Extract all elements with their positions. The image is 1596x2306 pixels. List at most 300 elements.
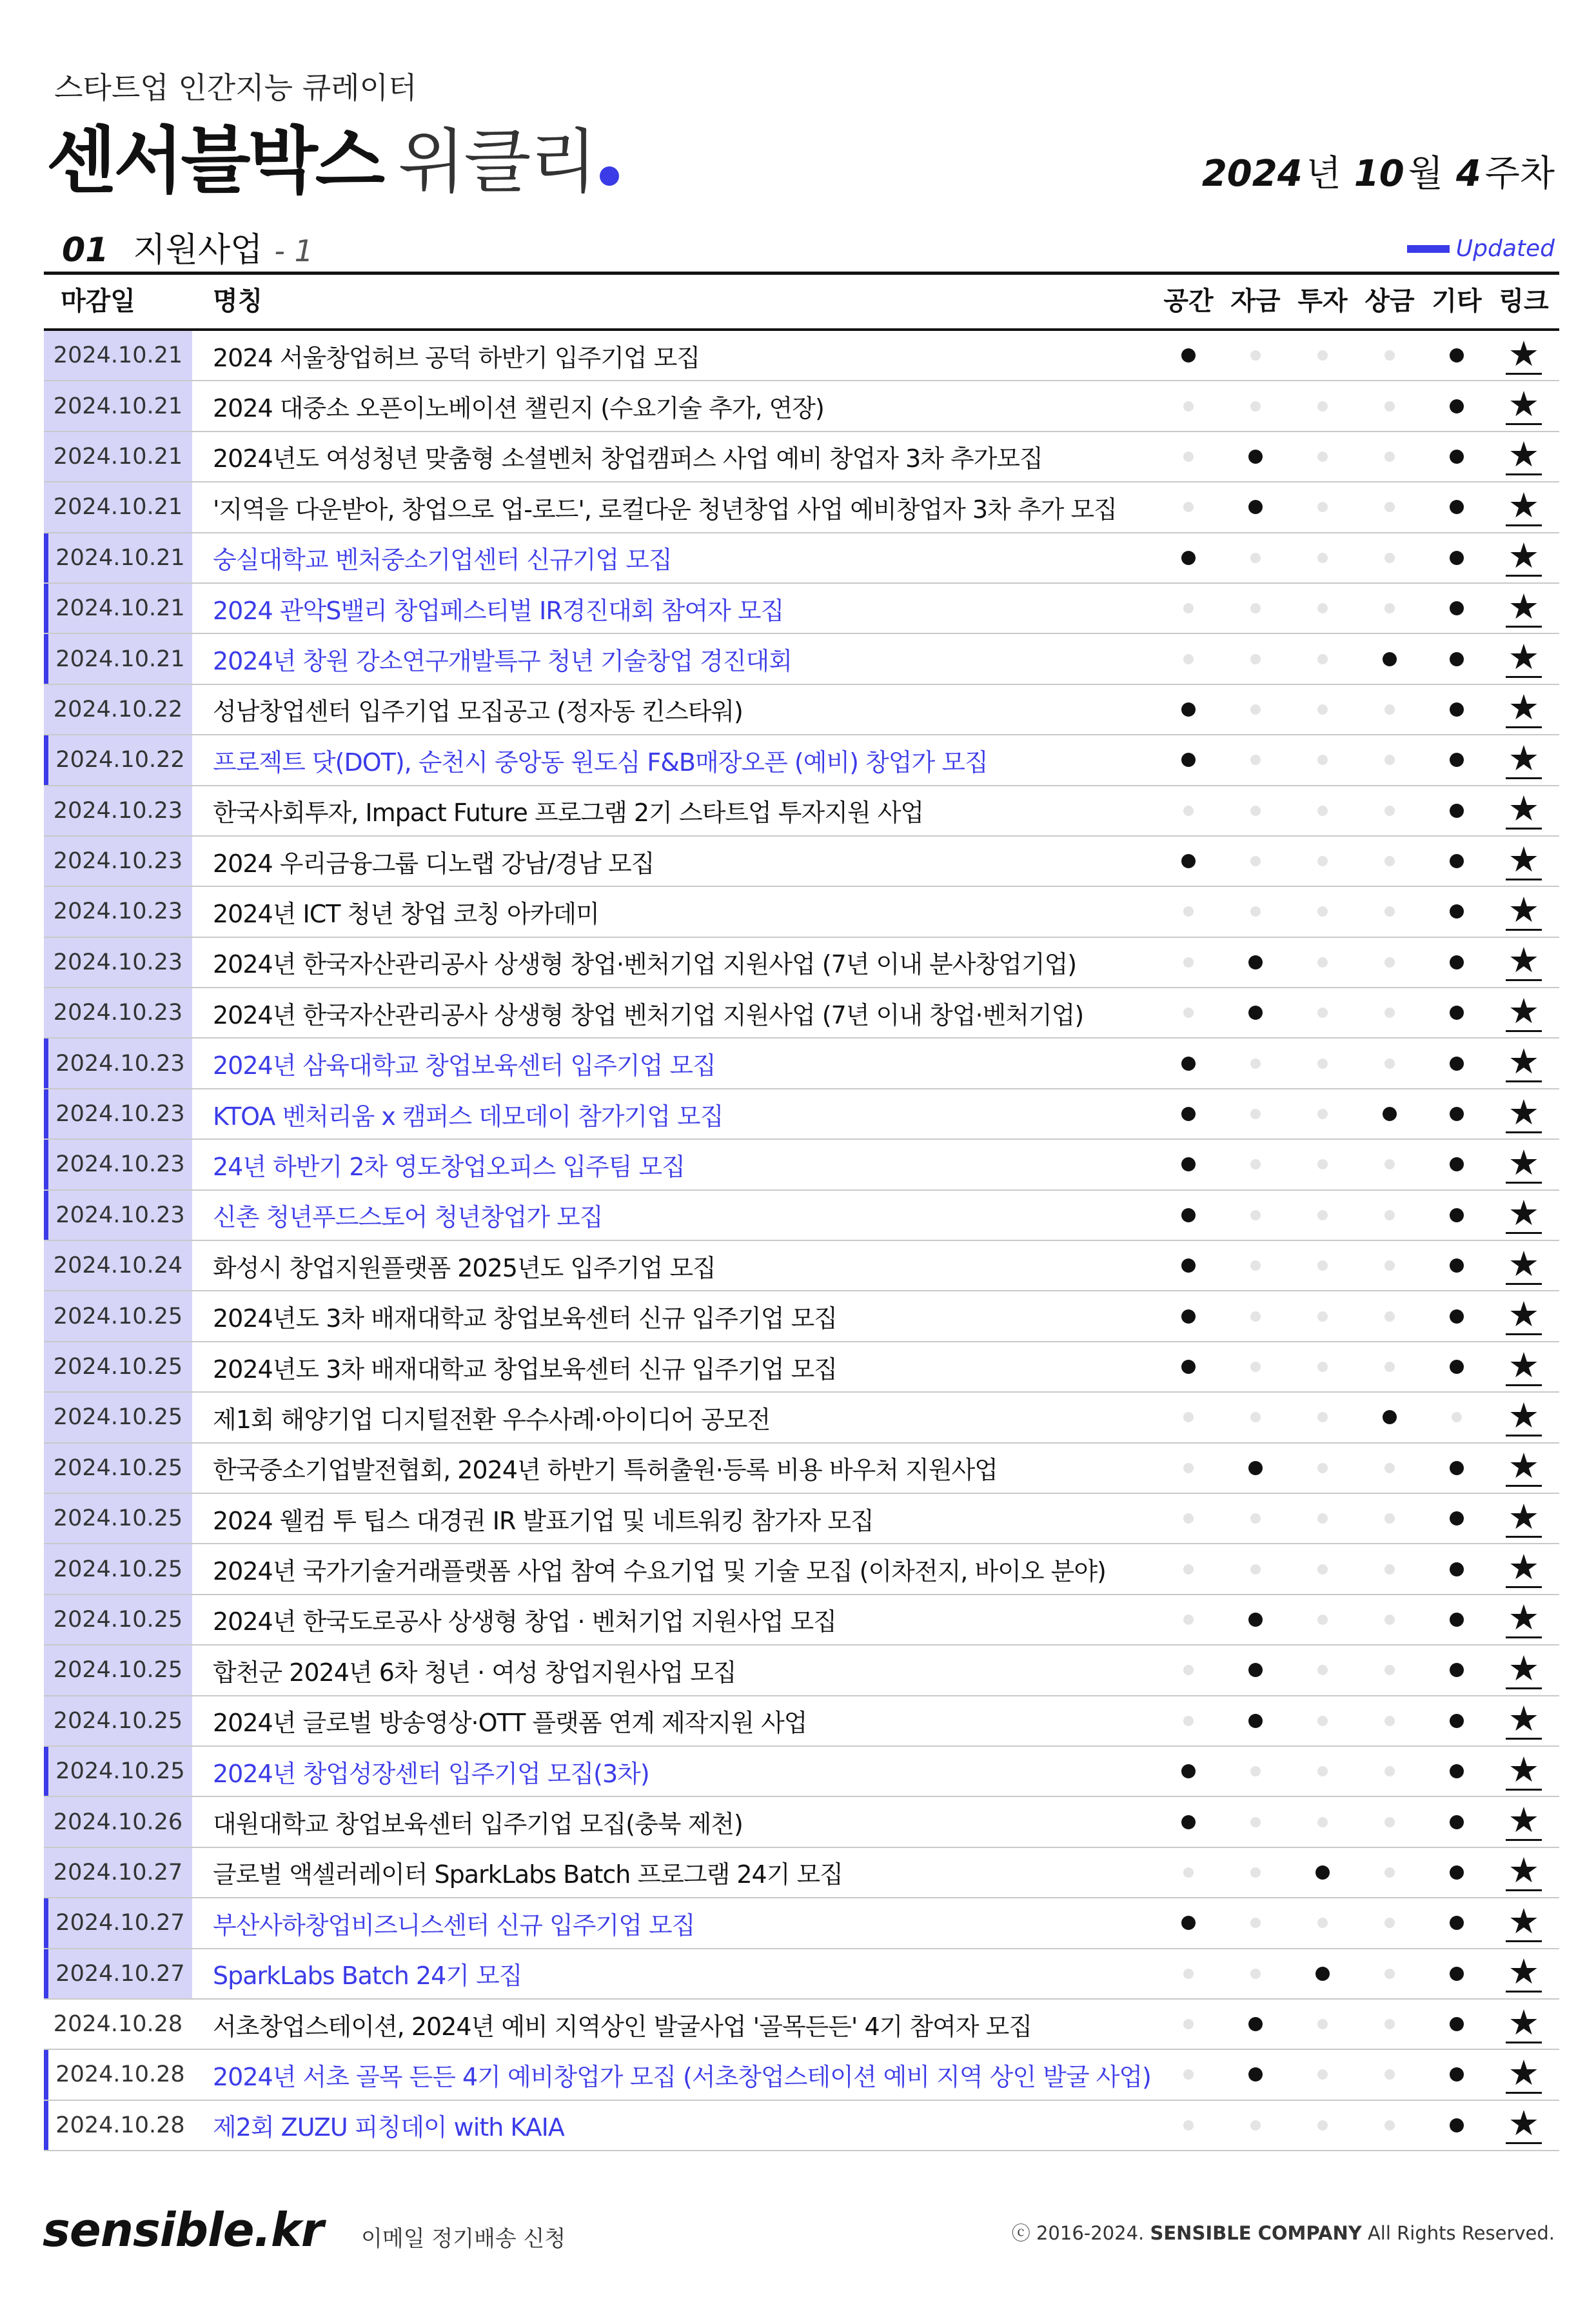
table-row (44, 1696, 1559, 1747)
filled-dot-icon (1450, 1461, 1464, 1475)
invest-mark (1297, 735, 1348, 784)
col-invest: 투자 (1297, 286, 1348, 316)
link-button[interactable] (1498, 1089, 1550, 1138)
space-mark (1163, 2101, 1214, 2150)
etc-mark (1431, 2050, 1483, 2099)
deadline-date: 2024.10.28 (44, 2101, 192, 2150)
link-button[interactable] (1498, 1645, 1550, 1695)
link-button[interactable] (1498, 1797, 1550, 1846)
space-mark (1163, 1140, 1214, 1189)
space-mark (1163, 634, 1214, 683)
star-icon[interactable]: ★ (1506, 791, 1542, 830)
empty-dot-icon (1183, 906, 1194, 917)
fund-mark (1230, 1747, 1281, 1796)
space-mark (1163, 1039, 1214, 1088)
program-name: 제1회 해양기업 디지털전환 우수사례·아이디어 공모전 (213, 1405, 771, 1434)
program-name: 2024 웰컴 투 팁스 대경권 IR 발표기업 및 네트워킹 참가자 모집 (213, 1506, 874, 1535)
filled-dot-icon (1450, 601, 1464, 615)
issue-week: 4 (1455, 153, 1481, 195)
table-body (44, 331, 1559, 2151)
empty-dot-icon (1250, 1766, 1261, 1776)
empty-dot-icon (1452, 1412, 1462, 1422)
star-icon[interactable]: ★ (1506, 488, 1542, 526)
filled-dot-icon (1248, 1613, 1263, 1627)
filled-dot-icon (1181, 1107, 1196, 1121)
empty-dot-icon (1384, 755, 1395, 765)
filled-dot-icon (1248, 2067, 1263, 2082)
etc-mark (1431, 1089, 1483, 1138)
filled-dot-icon (1450, 1057, 1464, 1071)
updated-bar-icon (1407, 245, 1450, 253)
program-name: 2024 관악S밸리 창업페스티벌 IR경진대회 참여자 모집 (213, 596, 784, 625)
program-name: 한국사회투자, Impact Future 프로그램 2기 스타트업 투자지원 사업 (213, 799, 924, 828)
fund-mark (1230, 381, 1281, 430)
prize-mark (1364, 938, 1415, 987)
empty-dot-icon (1183, 654, 1194, 664)
empty-dot-icon (1250, 806, 1261, 816)
deadline-date: 2024.10.23 (44, 988, 192, 1037)
section-name: 지원사업 (133, 231, 263, 270)
invest-mark (1297, 1039, 1348, 1088)
star-icon[interactable]: ★ (1506, 337, 1542, 375)
filled-dot-icon (1450, 551, 1464, 565)
fund-mark (1230, 634, 1281, 683)
prize-mark (1364, 988, 1415, 1037)
section-number: 01 (62, 231, 109, 270)
prize-mark (1364, 1595, 1415, 1644)
link-button[interactable] (1498, 1191, 1550, 1240)
link-button[interactable] (1498, 1544, 1550, 1593)
link-button[interactable] (1498, 1291, 1550, 1340)
link-button[interactable] (1498, 2000, 1550, 2049)
deadline-date: 2024.10.26 (44, 1797, 192, 1846)
star-icon[interactable]: ★ (1506, 1146, 1542, 1184)
program-name: SparkLabs Batch 24기 모집 (213, 1962, 522, 1991)
star-icon[interactable]: ★ (1506, 1449, 1542, 1487)
etc-mark (1431, 1898, 1483, 1947)
issue-year: 2024 (1201, 153, 1303, 195)
etc-mark (1431, 786, 1483, 835)
link-button[interactable] (1498, 1444, 1550, 1493)
table-row (44, 1444, 1559, 1494)
star-icon[interactable]: ★ (1506, 1247, 1542, 1285)
issue-year-unit: 년 (1306, 153, 1341, 195)
program-name: 글로벌 액셀러레이터 SparkLabs Batch 프로그램 24기 모집 (213, 1860, 843, 1889)
prize-mark (1364, 1797, 1415, 1846)
invest-mark (1297, 432, 1348, 481)
prize-mark (1364, 887, 1415, 936)
link-button[interactable] (1498, 938, 1550, 987)
etc-mark (1431, 584, 1483, 633)
invest-mark (1297, 482, 1348, 532)
empty-dot-icon (1183, 1716, 1194, 1726)
link-button[interactable] (1498, 2050, 1550, 2099)
star-icon[interactable]: ★ (1506, 1853, 1542, 1891)
empty-dot-icon (1384, 1716, 1395, 1726)
empty-dot-icon (1317, 1463, 1328, 1473)
deadline-date: 2024.10.24 (44, 1241, 192, 1290)
star-icon[interactable]: ★ (1506, 1500, 1542, 1538)
empty-dot-icon (1384, 1867, 1395, 1878)
link-button[interactable] (1498, 482, 1550, 532)
link-button[interactable] (1498, 1595, 1550, 1644)
empty-dot-icon (1183, 957, 1194, 968)
star-icon[interactable]: ★ (1506, 1753, 1542, 1791)
filled-dot-icon (1450, 1309, 1464, 1324)
invest-mark (1297, 1444, 1348, 1493)
link-button[interactable] (1498, 837, 1550, 886)
etc-mark (1431, 1848, 1483, 1897)
link-button[interactable] (1498, 1747, 1550, 1796)
fund-mark (1230, 1393, 1281, 1442)
star-icon[interactable]: ★ (1506, 1044, 1542, 1082)
empty-dot-icon (1317, 1210, 1328, 1220)
etc-mark (1431, 381, 1483, 430)
star-icon[interactable]: ★ (1506, 943, 1542, 981)
link-button[interactable] (1498, 381, 1550, 430)
empty-dot-icon (1183, 1615, 1194, 1625)
deadline-date: 2024.10.27 (44, 1949, 192, 1998)
deadline-date: 2024.10.23 (44, 887, 192, 936)
table-row (44, 584, 1559, 634)
table-row (44, 1039, 1559, 1089)
deadline-date: 2024.10.25 (44, 1696, 192, 1745)
star-icon[interactable]: ★ (1506, 387, 1542, 425)
fund-mark (1230, 1444, 1281, 1493)
filled-dot-icon (1181, 1360, 1196, 1374)
empty-dot-icon (1317, 1513, 1328, 1524)
program-name: 2024년 서초 골목 든든 4기 예비창업가 모집 (서초창업스테이션 예비 지역 상인 발굴 사업) (213, 2062, 1151, 2091)
empty-dot-icon (1250, 755, 1261, 765)
star-icon[interactable]: ★ (1506, 539, 1542, 577)
etc-mark (1431, 2000, 1483, 2049)
prize-mark (1364, 1444, 1415, 1493)
etc-mark (1431, 1191, 1483, 1240)
invest-mark (1297, 1696, 1348, 1745)
table-row (44, 381, 1559, 432)
filled-dot-icon (1248, 1006, 1263, 1020)
prize-mark (1364, 2101, 1415, 2150)
etc-mark (1431, 1393, 1483, 1442)
star-icon[interactable]: ★ (1506, 1398, 1542, 1436)
filled-dot-icon (1181, 1157, 1196, 1171)
empty-dot-icon (1384, 1817, 1395, 1827)
title-dot-icon (600, 166, 619, 186)
invest-mark (1297, 1645, 1348, 1695)
filled-dot-icon (1248, 2017, 1263, 2031)
prize-mark (1364, 685, 1415, 734)
program-name: '지역을 다운받아, 창업으로 업-로드', 로컬다운 청년창업 사업 예비창업자 3차 추가 모집 (213, 495, 1117, 524)
fund-mark (1230, 1645, 1281, 1695)
prize-mark (1364, 2000, 1415, 2049)
filled-dot-icon (1450, 1967, 1464, 1981)
link-button[interactable] (1498, 1140, 1550, 1189)
deadline-date: 2024.10.25 (44, 1393, 192, 1442)
table-row (44, 887, 1559, 937)
empty-dot-icon (1250, 704, 1261, 715)
filled-dot-icon (1450, 854, 1464, 868)
invest-mark (1297, 938, 1348, 987)
empty-dot-icon (1317, 1260, 1328, 1271)
empty-dot-icon (1317, 1059, 1328, 1069)
empty-dot-icon (1183, 2120, 1194, 2131)
table-row (44, 1393, 1559, 1443)
deadline-date: 2024.10.21 (44, 584, 192, 633)
empty-dot-icon (1183, 1513, 1194, 1524)
fund-mark (1230, 1949, 1281, 1998)
star-icon[interactable]: ★ (1506, 893, 1542, 931)
star-icon[interactable]: ★ (1506, 842, 1542, 880)
empty-dot-icon (1384, 1665, 1395, 1675)
deadline-date: 2024.10.23 (44, 837, 192, 886)
empty-dot-icon (1317, 856, 1328, 866)
prize-mark (1364, 584, 1415, 633)
star-icon[interactable]: ★ (1506, 2005, 1542, 2043)
deadline-date: 2024.10.25 (44, 1342, 192, 1391)
empty-dot-icon (1384, 553, 1395, 563)
etc-mark (1431, 1342, 1483, 1391)
link-button[interactable] (1498, 634, 1550, 683)
empty-dot-icon (1384, 350, 1395, 361)
empty-dot-icon (1384, 1210, 1395, 1220)
star-icon[interactable]: ★ (1506, 640, 1542, 678)
filled-dot-icon (1383, 652, 1397, 666)
deadline-date: 2024.10.21 (44, 381, 192, 430)
empty-dot-icon (1384, 1766, 1395, 1776)
star-icon[interactable]: ★ (1506, 1550, 1542, 1588)
etc-mark (1431, 938, 1483, 987)
space-mark (1163, 1595, 1214, 1644)
star-icon[interactable]: ★ (1506, 1348, 1542, 1386)
prize-mark (1364, 1191, 1415, 1240)
etc-mark (1431, 533, 1483, 582)
empty-dot-icon (1384, 1463, 1395, 1473)
table-row (44, 1898, 1559, 1949)
copyright-prefix: ⓒ 2016-2024. (1011, 2222, 1145, 2244)
filled-dot-icon (1450, 804, 1464, 818)
table-header (44, 272, 1559, 331)
section-suffix: - 1 (274, 234, 313, 268)
star-icon[interactable]: ★ (1506, 1702, 1542, 1740)
space-mark (1163, 1696, 1214, 1745)
star-icon[interactable]: ★ (1506, 1297, 1542, 1335)
invest-mark (1297, 1191, 1348, 1240)
fund-mark (1230, 887, 1281, 936)
program-name: 2024 서울창업허브 공덕 하반기 입주기업 모집 (213, 343, 700, 372)
empty-dot-icon (1317, 1766, 1328, 1776)
star-icon[interactable]: ★ (1506, 994, 1542, 1032)
program-name: 2024년 ICT 청년 창업 코칭 아카데미 (213, 899, 599, 928)
empty-dot-icon (1250, 603, 1261, 613)
program-name: 제2회 ZUZU 피칭데이 with KAIA (213, 2113, 564, 2142)
empty-dot-icon (1250, 401, 1261, 412)
filled-dot-icon (1450, 1663, 1464, 1677)
space-mark (1163, 1645, 1214, 1695)
table-row (44, 837, 1559, 887)
link-button[interactable] (1498, 786, 1550, 835)
space-mark (1163, 1494, 1214, 1543)
link-button[interactable] (1498, 1696, 1550, 1745)
link-button[interactable] (1498, 533, 1550, 582)
copyright-company: SENSIBLE COMPANY (1150, 2222, 1362, 2244)
program-name: 2024년 글로벌 방송영상·OTT 플랫폼 연계 제작지원 사업 (213, 1709, 807, 1738)
star-icon[interactable]: ★ (1506, 590, 1542, 628)
invest-mark (1297, 988, 1348, 1037)
fund-mark (1230, 1140, 1281, 1189)
empty-dot-icon (1183, 401, 1194, 412)
invest-mark (1297, 1241, 1348, 1290)
table-row (44, 938, 1559, 988)
title-light: 위클리 (397, 122, 596, 203)
link-button[interactable] (1498, 584, 1550, 633)
star-icon[interactable]: ★ (1506, 741, 1542, 779)
table-row (44, 634, 1559, 684)
empty-dot-icon (1384, 1311, 1395, 1322)
subscribe-link[interactable]: 이메일 정기배송 신청 (361, 2226, 566, 2252)
invest-mark (1297, 1898, 1348, 1947)
etc-mark (1431, 1039, 1483, 1088)
empty-dot-icon (1317, 1412, 1328, 1422)
invest-mark (1297, 786, 1348, 835)
invest-mark (1297, 1140, 1348, 1189)
invest-mark (1297, 1291, 1348, 1340)
empty-dot-icon (1384, 1564, 1395, 1575)
space-mark (1163, 331, 1214, 380)
filled-dot-icon (1248, 500, 1263, 514)
link-button[interactable] (1498, 1848, 1550, 1897)
star-icon[interactable]: ★ (1506, 2056, 1542, 2094)
link-button[interactable] (1498, 988, 1550, 1037)
fund-mark (1230, 584, 1281, 633)
table-row (44, 1494, 1559, 1544)
deadline-date: 2024.10.28 (44, 2050, 192, 2099)
empty-dot-icon (1250, 1513, 1261, 1524)
prize-mark (1364, 2050, 1415, 2099)
link-button[interactable] (1498, 432, 1550, 481)
table-row (44, 2101, 1559, 2151)
filled-dot-icon (1450, 2067, 1464, 2082)
empty-dot-icon (1384, 2069, 1395, 2080)
empty-dot-icon (1317, 1615, 1328, 1625)
link-button[interactable] (1498, 1342, 1550, 1391)
program-name: 서초창업스테이션, 2024년 예비 지역상인 발굴사업 '골목든든' 4기 참여자 모집 (213, 2012, 1032, 2041)
etc-mark (1431, 634, 1483, 683)
table-row (44, 533, 1559, 584)
empty-dot-icon (1317, 1362, 1328, 1372)
empty-dot-icon (1250, 350, 1261, 361)
filled-dot-icon (1248, 450, 1263, 464)
etc-mark (1431, 2101, 1483, 2150)
filled-dot-icon (1450, 1916, 1464, 1930)
empty-dot-icon (1317, 654, 1328, 664)
col-date: 마감일 (61, 286, 135, 316)
link-button[interactable] (1498, 1898, 1550, 1947)
prize-mark (1364, 1544, 1415, 1593)
table-row (44, 1342, 1559, 1393)
link-button[interactable] (1498, 887, 1550, 936)
link-button[interactable] (1498, 735, 1550, 784)
filled-dot-icon (1450, 1613, 1464, 1627)
empty-dot-icon (1183, 452, 1194, 462)
filled-dot-icon (1181, 1815, 1196, 1829)
space-mark (1163, 2050, 1214, 2099)
link-button[interactable] (1498, 2101, 1550, 2150)
empty-dot-icon (1317, 350, 1328, 361)
empty-dot-icon (1183, 1867, 1194, 1878)
invest-mark (1297, 2000, 1348, 2049)
filled-dot-icon (1181, 854, 1196, 868)
empty-dot-icon (1250, 1210, 1261, 1220)
table-row (44, 1848, 1559, 1898)
fund-mark (1230, 1241, 1281, 1290)
prize-mark (1364, 533, 1415, 582)
empty-dot-icon (1183, 1412, 1194, 1422)
link-button[interactable] (1498, 1393, 1550, 1442)
fund-mark (1230, 786, 1281, 835)
invest-mark (1297, 887, 1348, 936)
link-button[interactable] (1498, 1949, 1550, 1998)
deadline-date: 2024.10.27 (44, 1848, 192, 1897)
link-button[interactable] (1498, 685, 1550, 734)
empty-dot-icon (1317, 704, 1328, 715)
invest-mark (1297, 1595, 1348, 1644)
filled-dot-icon (1181, 1309, 1196, 1324)
filled-dot-icon (1450, 1208, 1464, 1222)
program-name: 2024 우리금융그룹 디노랩 강남/경남 모집 (213, 849, 655, 878)
filled-dot-icon (1383, 1107, 1397, 1121)
prize-mark (1364, 1494, 1415, 1543)
fund-mark (1230, 1898, 1281, 1947)
table-row (44, 685, 1559, 735)
etc-mark (1431, 1696, 1483, 1745)
prize-mark (1364, 1140, 1415, 1189)
etc-mark (1431, 1444, 1483, 1493)
star-icon[interactable]: ★ (1506, 1904, 1542, 1942)
star-icon[interactable]: ★ (1506, 1651, 1542, 1689)
star-icon[interactable]: ★ (1506, 437, 1542, 475)
star-icon[interactable]: ★ (1506, 1803, 1542, 1841)
star-icon[interactable]: ★ (1506, 1954, 1542, 1993)
prize-mark (1364, 1241, 1415, 1290)
link-button[interactable] (1498, 1241, 1550, 1290)
deadline-date: 2024.10.21 (44, 533, 192, 582)
deadline-date: 2024.10.25 (44, 1645, 192, 1695)
star-icon[interactable]: ★ (1506, 1196, 1542, 1234)
star-icon[interactable]: ★ (1506, 1095, 1542, 1133)
col-fund: 자금 (1230, 286, 1281, 316)
link-button[interactable] (1498, 1494, 1550, 1543)
filled-dot-icon (1450, 955, 1464, 969)
program-name: 숭실대학교 벤처중소기업센터 신규기업 모집 (213, 546, 672, 575)
newsletter-title (46, 103, 619, 207)
filled-dot-icon (1181, 1916, 1196, 1930)
program-name: 2024년도 여성청년 맞춤형 소셜벤처 창업캠퍼스 사업 예비 창업자 3차 추가모집 (213, 444, 1043, 473)
star-icon[interactable]: ★ (1506, 2106, 1542, 2144)
empty-dot-icon (1250, 1817, 1261, 1827)
footer-logo[interactable]: sensible.kr (43, 2203, 324, 2257)
link-button[interactable] (1498, 331, 1550, 380)
col-prize: 상금 (1364, 286, 1415, 316)
etc-mark (1431, 1291, 1483, 1340)
star-icon[interactable]: ★ (1506, 690, 1542, 728)
deadline-date: 2024.10.23 (44, 938, 192, 987)
space-mark (1163, 1291, 1214, 1340)
fund-mark (1230, 482, 1281, 532)
filled-dot-icon (1450, 1511, 1464, 1526)
deadline-date: 2024.10.21 (44, 331, 192, 380)
star-icon[interactable]: ★ (1506, 1600, 1542, 1638)
link-button[interactable] (1498, 1039, 1550, 1088)
